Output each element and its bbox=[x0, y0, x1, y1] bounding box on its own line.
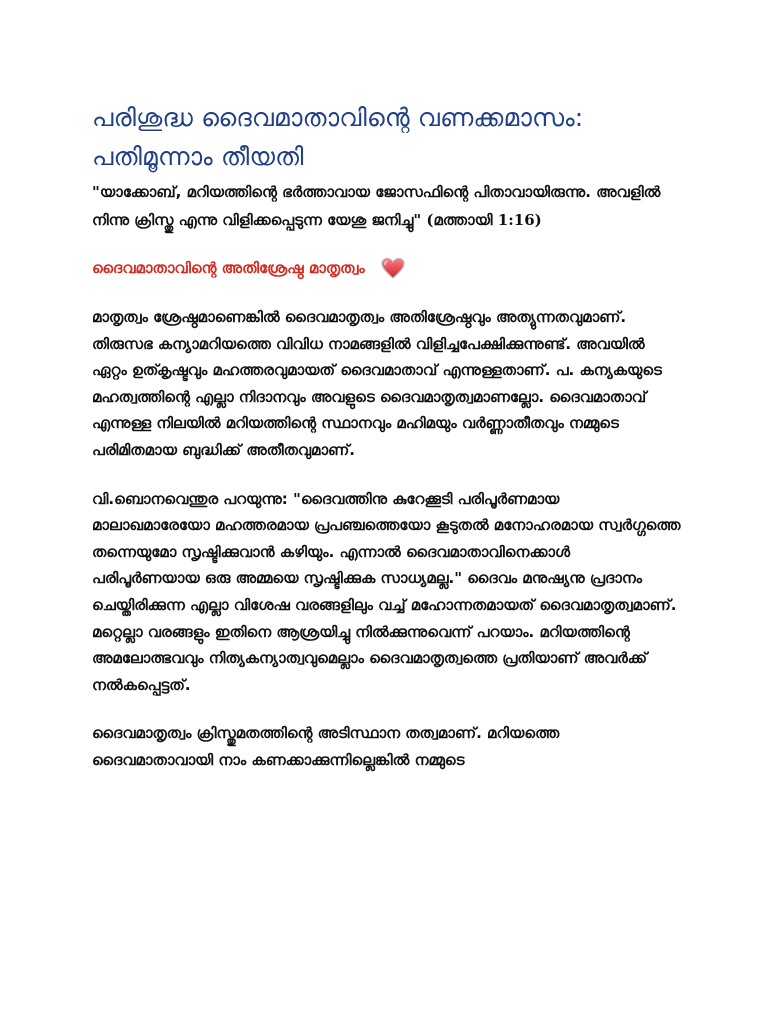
paragraph-1: മാതൃത്വം ശ്രേഷ്ഠമാണെങ്കിൽ ദൈവമാതൃത്വം അതിശ്രേഷ്ഠവും അത്യുന്നതവുമാണ്. തിരുസഭ കന്യാമറിയത്തെ വിവിധ നാമങ്ങളിൽ വിളിച്ചപേക്ഷിക്കുന്നുണ്ട്. അവയിൽ ഏറ്റം ഉത്കൃഷ്ടവും മഹത്തരവുമായത് ദൈവമാതാവ് എന്നുള്ളതാണ്. പ. കന്യകയുടെ മഹത്വത്തിന്റെ എല്ലാ നിദാനവും അവളുടെ ദൈവമാതൃത്വമാണല്ലോ. ദൈവമാതാവ് എന്നുള്ള നിലയിൽ മറിയത്തിന്റെ സ്ഥാനവും മഹിമയും വർണ്ണാതീതവും നമ്മുടെ പരിമിതമായ ബുദ്ധിക്ക് അതീതവുമാണ്. bbox=[92, 308, 662, 459]
section-heading bbox=[92, 254, 682, 282]
heart-icon bbox=[379, 254, 407, 282]
paragraph-2: വി.ബൊനവെന്തുര പറയുന്നു: "ദൈവത്തിനു കുറേക്കൂടി പരിപൂർണമായ മാലാഖമാരേയോ മഹത്തരമായ പ്രപഞ്ചത്തെയോ കൂടുതൽ മനോഹരമായ സ്വർഗ്ഗത്തെ തന്നെയുമോ സൃഷ്ടിക്കുവാൻ കഴിയും. എന്നാൽ ദൈവമാതാവിനെക്കാൾ പരിപൂർണയായ ഒരു അമ്മയെ സൃഷ്ടിക്കുക സാധ്യമല്ല." ദൈവം മനുഷ്യനു പ്രദാനം ചെയ്തിരിക്കുന്ന എല്ലാ വിശേഷ വരങ്ങളിലും വച്ച് മഹോന്നതമായത് ദൈവമാതൃത്വമാണ്. മറ്റെല്ലാ വരങ്ങളും ഇതിനെ ആശ്രയിച്ചു നിൽക്കുന്നുവെന്ന് പറയാം. മറിയത്തിന്റെ അമലോത്ഭവവും നിത്യകന്യാത്വവുമെല്ലാം ദൈവമാതൃത്വത്തെ പ്രതിയാണ് അവർക്ക് നൽകപ്പെട്ടത്. bbox=[92, 489, 681, 694]
section-heading-text: ദൈവമാതാവിന്റെ അതിശ്രേഷ്ഠ മാതൃത്വം bbox=[92, 259, 365, 277]
article-title: പരിശുദ്ധ ദൈവമാതാവിന്റെ വണക്കമാസം: പതിമൂന്നാം തീയതി bbox=[92, 103, 584, 171]
quote-reference: (മത്തായി 1:16) bbox=[426, 211, 542, 229]
paragraph-3: ദൈവമാതൃത്വം ക്രിസ്തുമതത്തിന്റെ അടിസ്ഥാന തത്വമാണ്. മറിയത്തെ ദൈവമാതാവായി നാം കണക്കാക്കുന്നില്ലെങ്കിൽ നമ്മുടെ bbox=[92, 724, 560, 769]
quote-text: "യാക്കോബ്, മറിയത്തിന്റെ ഭർത്താവായ ജോസഫിന്റെ പിതാവായിരുന്നു. അവളിൽ നിന്നു ക്രിസ്തു എന്നു വിളിക്കപ്പെടുന്ന യേശു ജനിച്ചു" bbox=[92, 183, 661, 229]
scripture-quote bbox=[92, 178, 682, 234]
article bbox=[92, 98, 682, 774]
